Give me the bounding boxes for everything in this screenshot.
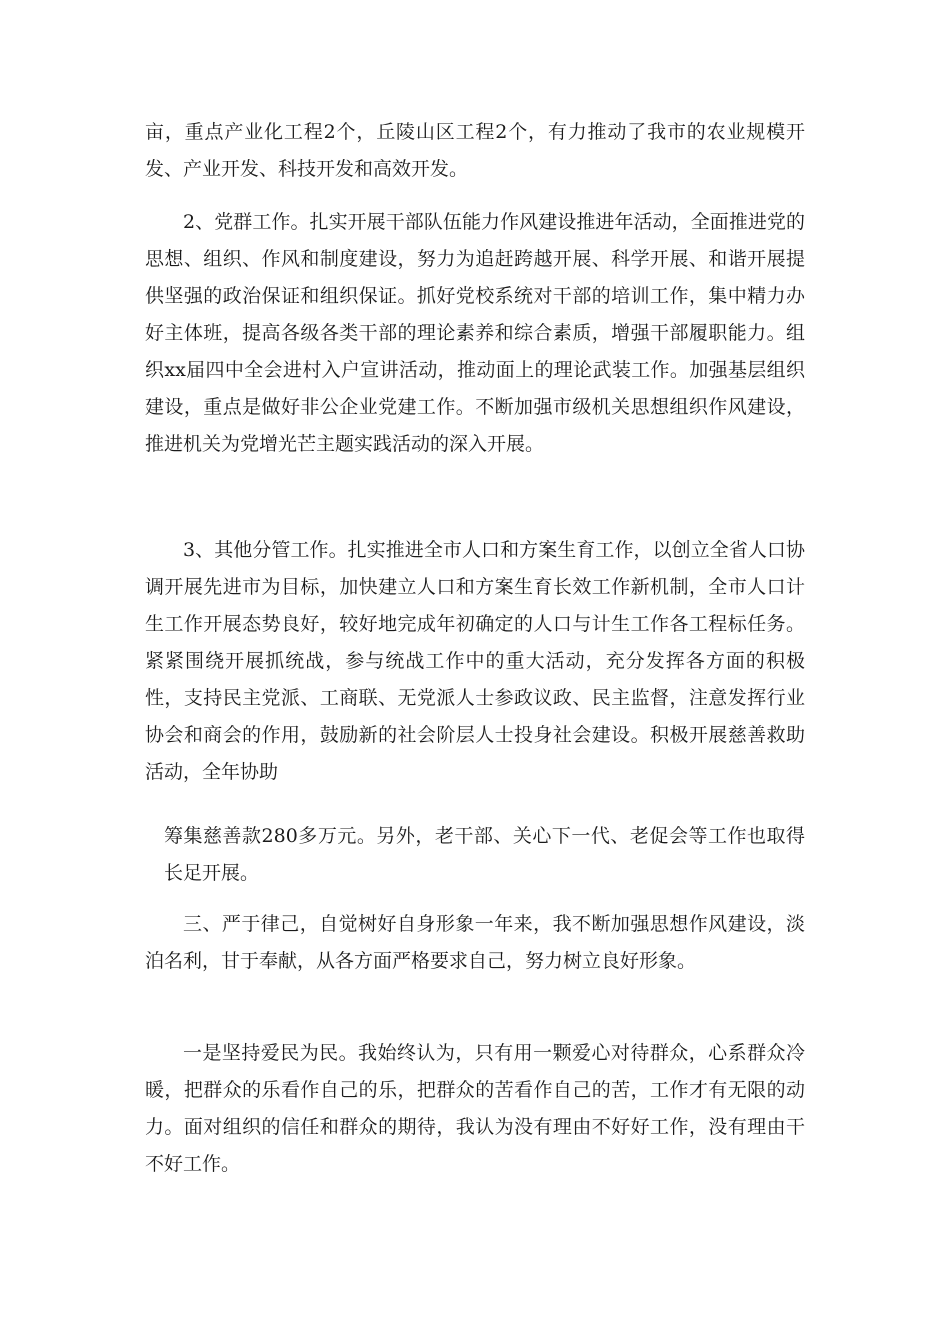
paragraph-self-discipline: 三、严于律己，自觉树好自身形象一年来，我不断加强思想作风建设，淡泊名利，甘于奉献，从各方面严格要求自己，努力树立良好形象。 <box>145 913 805 972</box>
paragraph-party-work: 2、党群工作。扎实开展干部队伍能力作风建设推进年活动，全面推进党的思想、组织、作风和制度建设，努力为追赶跨越开展、科学开展、和谐开展提供坚强的政治保证和组织保证。抓好党校系统对干部的培训工作，集中精力办好主体班，提高各级各类干部的理论素养和综合素质，增强干部履职能力。组织xx届四中全会进村入户宣讲活动，推动面上的理论武装工作。加强基层组织建设，重点是做好非公企业党建工作。不断加强市级机关思想组织作风建设，推进机关为党增光芒主题实践活动的深入开展。 <box>145 211 805 455</box>
paragraph-love-people: 一是坚持爱民为民。我始终认为，只有用一颗爱心对待群众，心系群众冷暖，把群众的乐看作自己的乐，把群众的苦看作自己的苦，工作才有无限的动力。面对组织的信任和群众的期待，我认为没有理由不好好工作，没有理由干不好工作。 <box>145 1042 805 1175</box>
paragraph-agriculture-continued: 亩，重点产业化工程2个，丘陵山区工程2个，有力推动了我市的农业规模开发、产业开发、科技开发和高效开发。 <box>145 121 805 180</box>
paragraph-other-work: 3、其他分管工作。扎实推进全市人口和方案生育工作，以创立全省人口协调开展先进市为目标，加快建立人口和方案生育长效工作新机制，全市人口计生工作开展态势良好，较好地完成年初确定的人口与计生工作各工程标任务。紧紧围绕开展抓统战，参与统战工作中的重大活动，充分发挥各方面的积极性，支持民主党派、工商联、无党派人士参政议政、民主监督，注意发挥行业协会和商会的作用，鼓励新的社会阶层人士投身社会建设。积极开展慈善救助活动，全年协助 <box>145 539 805 783</box>
paragraph-charity-continued: 筹集慈善款280多万元。另外，老干部、关心下一代、老促会等工作也取得长足开展。 <box>164 825 805 884</box>
